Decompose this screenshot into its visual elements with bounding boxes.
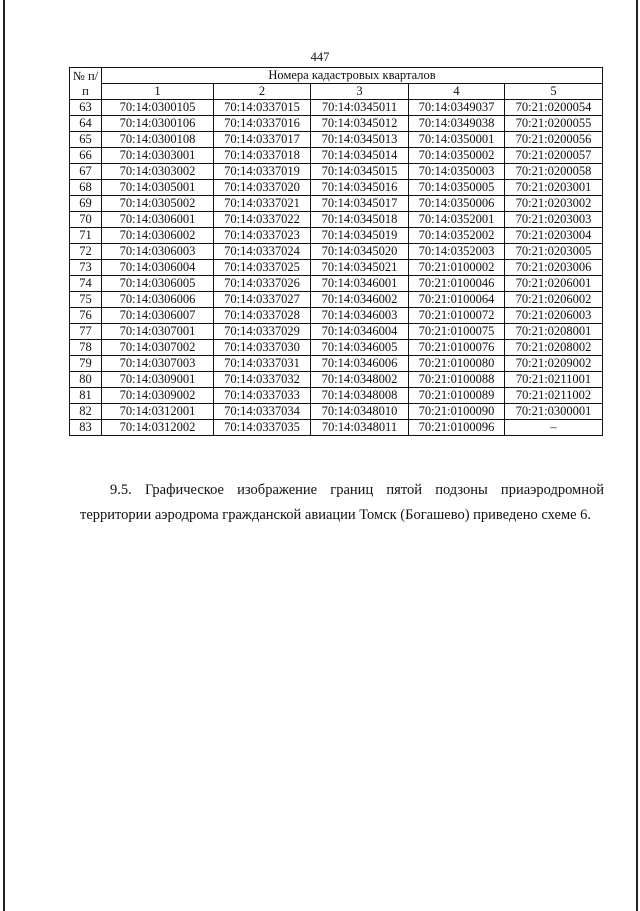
cadastral-number-cell: 70:14:0300105: [102, 100, 214, 116]
cadastral-number-cell: 70:14:0312002: [102, 420, 214, 436]
cadastral-number-cell: 70:14:0345011: [311, 100, 409, 116]
cadastral-number-cell: 70:14:0348011: [311, 420, 409, 436]
cadastral-number-cell: 70:14:0346006: [311, 356, 409, 372]
cadastral-number-cell: 70:14:0345013: [311, 132, 409, 148]
column-number-5: 5: [505, 84, 603, 100]
table-row: [70, 180, 603, 196]
cadastral-number-cell: 70:14:0300106: [102, 116, 214, 132]
cadastral-number-cell: 70:14:0307001: [102, 324, 214, 340]
cadastral-number-cell: 70:14:0345019: [311, 228, 409, 244]
cadastral-number-cell: 70:21:0200057: [505, 148, 603, 164]
cadastral-number-cell: 70:21:0100046: [409, 276, 505, 292]
row-number-cell: 73: [70, 260, 102, 276]
row-number-cell: 65: [70, 132, 102, 148]
cadastral-number-cell: 70:14:0307003: [102, 356, 214, 372]
row-number-cell: 70: [70, 212, 102, 228]
cadastral-number-cell: 70:21:0100089: [409, 388, 505, 404]
table-row: [70, 132, 603, 148]
cadastral-number-cell: 70:14:0350006: [409, 196, 505, 212]
row-number-cell: 67: [70, 164, 102, 180]
cadastral-number-cell: 70:14:0337034: [214, 404, 311, 420]
table-row: [70, 244, 603, 260]
cadastral-number-cell: 70:21:0206003: [505, 308, 603, 324]
cadastral-number-cell: 70:14:0352001: [409, 212, 505, 228]
row-number-cell: 81: [70, 388, 102, 404]
cadastral-number-cell: 70:21:0203001: [505, 180, 603, 196]
cadastral-number-cell: 70:14:0306003: [102, 244, 214, 260]
cadastral-number-cell: 70:14:0345020: [311, 244, 409, 260]
cadastral-number-cell: 70:14:0349038: [409, 116, 505, 132]
table-row: [70, 292, 603, 308]
cadastral-number-cell: 70:14:0306001: [102, 212, 214, 228]
table-row: [70, 148, 603, 164]
table-row: [70, 228, 603, 244]
cadastral-number-cell: 70:21:0209002: [505, 356, 603, 372]
cadastral-number-cell: 70:14:0346005: [311, 340, 409, 356]
cadastral-number-cell: 70:14:0346004: [311, 324, 409, 340]
cadastral-number-cell: 70:21:0203002: [505, 196, 603, 212]
cadastral-number-cell: 70:14:0337022: [214, 212, 311, 228]
cadastral-number-cell: 70:21:0100064: [409, 292, 505, 308]
row-number-cell: 82: [70, 404, 102, 420]
column-number-row: [70, 84, 603, 100]
cadastral-quarters-table: [69, 67, 603, 436]
row-number-cell: 74: [70, 276, 102, 292]
cadastral-number-cell: 70:14:0303001: [102, 148, 214, 164]
table-row: [70, 116, 603, 132]
cadastral-number-cell: 70:21:0206001: [505, 276, 603, 292]
table-row: [70, 388, 603, 404]
row-number-cell: 71: [70, 228, 102, 244]
row-number-cell: 80: [70, 372, 102, 388]
cadastral-number-cell: 70:14:0337023: [214, 228, 311, 244]
cadastral-number-cell: 70:14:0337029: [214, 324, 311, 340]
cadastral-number-cell: 70:21:0203004: [505, 228, 603, 244]
cadastral-number-cell: 70:14:0337032: [214, 372, 311, 388]
cadastral-number-cell: 70:14:0309002: [102, 388, 214, 404]
table-row: [70, 356, 603, 372]
section-paragraph: 9.5. Графическое изображение границ пятой подзоны приаэродромной территории аэродрома гражданской авиации Томск (Богашево) приведено схеме 6.: [80, 482, 604, 523]
page-edge-left: [3, 0, 5, 911]
cadastral-number-cell: 70:14:0345012: [311, 116, 409, 132]
page-edge-right: [636, 0, 638, 911]
page-number: 447: [310, 50, 330, 64]
cadastral-number-cell: 70:14:0337020: [214, 180, 311, 196]
cadastral-number-cell: 70:21:0211001: [505, 372, 603, 388]
cadastral-number-cell: 70:14:0345016: [311, 180, 409, 196]
cadastral-number-cell: 70:14:0337028: [214, 308, 311, 324]
table-row: [70, 404, 603, 420]
cadastral-number-cell: 70:21:0208001: [505, 324, 603, 340]
table-row: [70, 196, 603, 212]
cadastral-number-cell: 70:14:0348008: [311, 388, 409, 404]
cadastral-number-cell: 70:14:0346002: [311, 292, 409, 308]
column-number-4: 4: [409, 84, 505, 100]
cadastral-number-cell: 70:14:0305001: [102, 180, 214, 196]
table-row: [70, 260, 603, 276]
column-number-2: 2: [214, 84, 311, 100]
cadastral-number-cell: 70:14:0306005: [102, 276, 214, 292]
cadastral-number-cell: 70:14:0350001: [409, 132, 505, 148]
cadastral-number-cell: 70:21:0200054: [505, 100, 603, 116]
row-number-cell: 79: [70, 356, 102, 372]
column-number-1: 1: [102, 84, 214, 100]
cadastral-number-cell: 70:14:0303002: [102, 164, 214, 180]
cadastral-number-cell: 70:14:0337021: [214, 196, 311, 212]
table-row: [70, 212, 603, 228]
cadastral-number-cell: 70:14:0337033: [214, 388, 311, 404]
cadastral-number-cell: 70:14:0350003: [409, 164, 505, 180]
table-row: [70, 164, 603, 180]
table-row: [70, 340, 603, 356]
cadastral-number-cell: 70:21:0100076: [409, 340, 505, 356]
row-number-cell: 63: [70, 100, 102, 116]
row-number-cell: 72: [70, 244, 102, 260]
row-number-header-label: № п/п: [72, 68, 99, 98]
table-header-row: [70, 68, 603, 84]
cadastral-number-cell: 70:14:0337030: [214, 340, 311, 356]
cadastral-number-cell: 70:14:0348002: [311, 372, 409, 388]
cadastral-number-cell: 70:14:0337018: [214, 148, 311, 164]
table-row: [70, 276, 603, 292]
table-body: [70, 100, 603, 436]
table-row: [70, 308, 603, 324]
cadastral-number-cell: 70:21:0200055: [505, 116, 603, 132]
cadastral-number-cell: 70:14:0348010: [311, 404, 409, 420]
row-number-header: [70, 68, 102, 100]
row-number-cell: 68: [70, 180, 102, 196]
cadastral-number-cell: 70:21:0203005: [505, 244, 603, 260]
cadastral-number-cell: –: [505, 420, 603, 436]
cadastral-number-cell: 70:14:0307002: [102, 340, 214, 356]
cadastral-number-cell: 70:14:0352002: [409, 228, 505, 244]
table-row: [70, 100, 603, 116]
cadastral-quarters-header: Номера кадастровых кварталов: [102, 68, 603, 84]
cadastral-number-cell: 70:21:0100072: [409, 308, 505, 324]
cadastral-number-cell: 70:21:0203003: [505, 212, 603, 228]
cadastral-number-cell: 70:14:0306002: [102, 228, 214, 244]
cadastral-number-cell: 70:21:0206002: [505, 292, 603, 308]
cadastral-number-cell: 70:21:0203006: [505, 260, 603, 276]
cadastral-number-cell: 70:14:0306004: [102, 260, 214, 276]
cadastral-number-cell: 70:14:0300108: [102, 132, 214, 148]
cadastral-number-cell: 70:14:0309001: [102, 372, 214, 388]
row-number-cell: 75: [70, 292, 102, 308]
table-row: [70, 324, 603, 340]
cadastral-number-cell: 70:14:0337027: [214, 292, 311, 308]
row-number-cell: 83: [70, 420, 102, 436]
cadastral-number-cell: 70:14:0345018: [311, 212, 409, 228]
cadastral-number-cell: 70:21:0200056: [505, 132, 603, 148]
cadastral-number-cell: 70:14:0312001: [102, 404, 214, 420]
cadastral-number-cell: 70:21:0208002: [505, 340, 603, 356]
cadastral-number-cell: 70:14:0346001: [311, 276, 409, 292]
row-number-cell: 77: [70, 324, 102, 340]
cadastral-number-cell: 70:14:0337024: [214, 244, 311, 260]
cadastral-number-cell: 70:14:0350005: [409, 180, 505, 196]
table-row: [70, 420, 603, 436]
cadastral-number-cell: 70:21:0211002: [505, 388, 603, 404]
cadastral-number-cell: 70:21:0200058: [505, 164, 603, 180]
cadastral-number-cell: 70:14:0346003: [311, 308, 409, 324]
cadastral-number-cell: 70:14:0305002: [102, 196, 214, 212]
cadastral-number-cell: 70:14:0337017: [214, 132, 311, 148]
cadastral-number-cell: 70:14:0349037: [409, 100, 505, 116]
cadastral-number-cell: 70:21:0100075: [409, 324, 505, 340]
cadastral-number-cell: 70:14:0337015: [214, 100, 311, 116]
row-number-cell: 69: [70, 196, 102, 212]
cadastral-number-cell: 70:14:0345014: [311, 148, 409, 164]
row-number-cell: 66: [70, 148, 102, 164]
row-number-cell: 64: [70, 116, 102, 132]
cadastral-number-cell: 70:14:0306007: [102, 308, 214, 324]
cadastral-number-cell: 70:21:0300001: [505, 404, 603, 420]
cadastral-number-cell: 70:14:0337019: [214, 164, 311, 180]
cadastral-number-cell: 70:14:0337035: [214, 420, 311, 436]
cadastral-number-cell: 70:21:0100088: [409, 372, 505, 388]
cadastral-number-cell: 70:21:0100002: [409, 260, 505, 276]
table-row: [70, 372, 603, 388]
cadastral-number-cell: 70:14:0337026: [214, 276, 311, 292]
cadastral-number-cell: 70:21:0100096: [409, 420, 505, 436]
cadastral-number-cell: 70:14:0337031: [214, 356, 311, 372]
cadastral-number-cell: 70:14:0345017: [311, 196, 409, 212]
cadastral-number-cell: 70:14:0345015: [311, 164, 409, 180]
row-number-cell: 76: [70, 308, 102, 324]
cadastral-number-cell: 70:14:0345021: [311, 260, 409, 276]
cadastral-number-cell: 70:14:0337016: [214, 116, 311, 132]
cadastral-number-cell: 70:14:0350002: [409, 148, 505, 164]
cadastral-number-cell: 70:21:0100090: [409, 404, 505, 420]
row-number-cell: 78: [70, 340, 102, 356]
column-number-3: 3: [311, 84, 409, 100]
cadastral-number-cell: 70:14:0352003: [409, 244, 505, 260]
cadastral-number-cell: 70:21:0100080: [409, 356, 505, 372]
cadastral-number-cell: 70:14:0337025: [214, 260, 311, 276]
cadastral-number-cell: 70:14:0306006: [102, 292, 214, 308]
